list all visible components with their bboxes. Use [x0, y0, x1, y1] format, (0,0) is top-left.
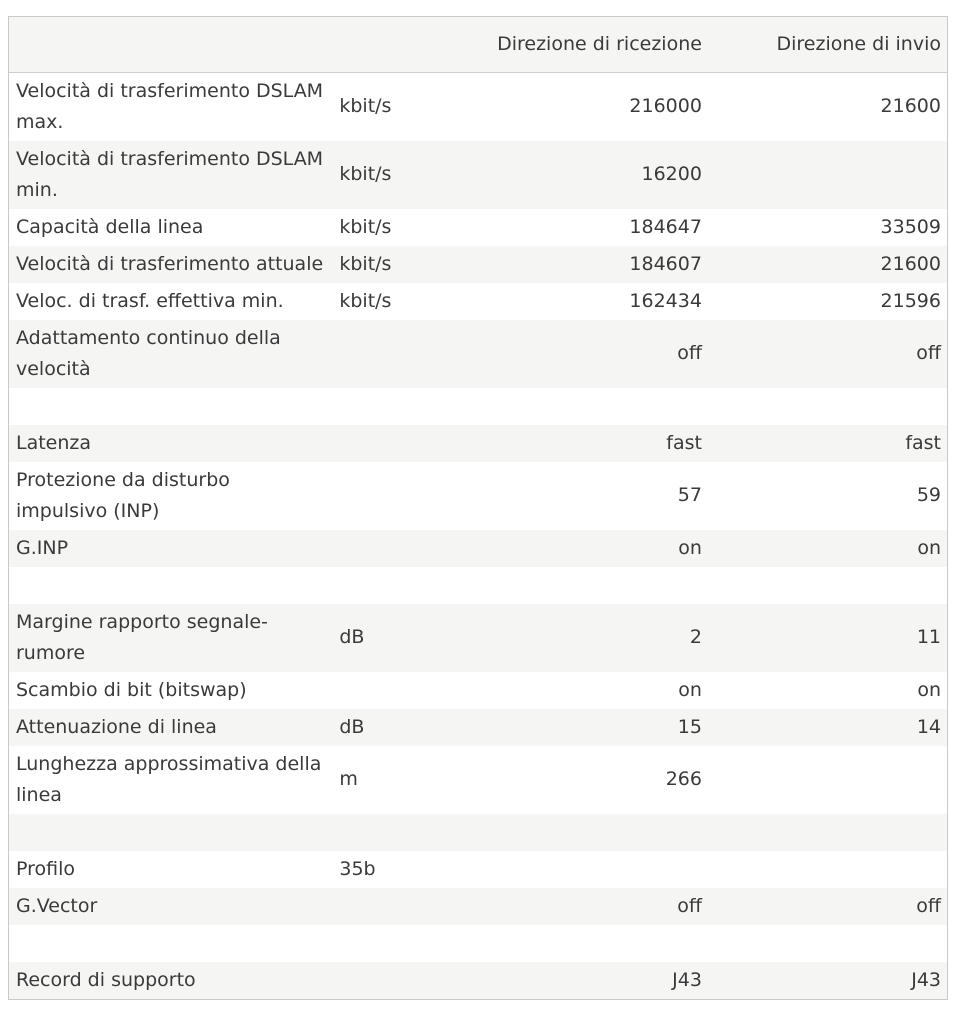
row-send-value: 21600 — [880, 252, 941, 275]
row-send-value — [708, 851, 947, 888]
row-send-value: 33509 — [880, 215, 941, 238]
row-unit — [330, 962, 471, 999]
row-reception-value: J43 — [672, 968, 702, 991]
row-send-value — [708, 814, 947, 851]
row-reception-value — [471, 925, 708, 962]
header-send-direction: Direzione di invio — [776, 33, 941, 56]
row-unit: dB — [339, 626, 365, 648]
table-header — [9, 17, 947, 72]
table-row — [9, 246, 947, 283]
table-row — [9, 425, 947, 462]
row-unit — [330, 388, 471, 425]
row-unit — [330, 567, 471, 604]
spacer-row — [9, 388, 947, 425]
row-unit — [330, 462, 471, 530]
dsl-info-table-container — [8, 16, 948, 1000]
table-row — [9, 962, 947, 999]
row-label: Scambio di bit (bitswap) — [16, 678, 247, 701]
row-reception-value — [471, 388, 708, 425]
row-label — [9, 814, 330, 851]
row-send-value: 11 — [916, 626, 941, 648]
row-unit: dB — [339, 715, 365, 738]
row-send-value: off — [916, 342, 941, 364]
table-row — [9, 72, 947, 141]
row-unit: kbit/s — [339, 163, 392, 185]
row-send-value: 59 — [916, 484, 941, 506]
row-send-value: 21600 — [880, 95, 941, 117]
row-send-value: fast — [905, 431, 941, 454]
row-reception-value — [471, 851, 708, 888]
row-label: G.INP — [16, 536, 69, 559]
row-label — [9, 925, 330, 962]
row-label — [9, 567, 330, 604]
row-send-value: on — [917, 536, 941, 559]
row-unit — [330, 425, 471, 462]
table-row — [9, 320, 947, 388]
row-reception-value: off — [677, 894, 702, 917]
table-row — [9, 462, 947, 530]
row-unit — [330, 814, 471, 851]
row-unit: kbit/s — [339, 289, 392, 312]
dsl-info-table — [9, 17, 947, 999]
row-label — [9, 388, 330, 425]
row-reception-value: 266 — [665, 768, 702, 790]
row-label: Velocità di trasferimento DSLAM max. — [16, 79, 324, 133]
row-label: Lunghezza approssimativa della linea — [16, 752, 322, 806]
row-send-value — [708, 746, 947, 814]
row-unit: kbit/s — [339, 95, 392, 117]
row-reception-value: on — [678, 678, 702, 701]
row-reception-value: 2 — [689, 626, 702, 648]
row-label: Latenza — [16, 431, 92, 454]
row-reception-value: fast — [666, 431, 702, 454]
header-reception-direction: Direzione di ricezione — [497, 33, 702, 56]
spacer-row — [9, 814, 947, 851]
row-label: Attenuazione di linea — [16, 715, 217, 738]
header-unit — [330, 17, 471, 72]
row-unit — [330, 672, 471, 709]
header-label — [9, 17, 330, 72]
row-unit: m — [339, 768, 358, 790]
row-reception-value: 16200 — [641, 163, 702, 185]
row-unit: kbit/s — [339, 252, 392, 275]
row-label: Protezione da disturbo impulsivo (INP) — [16, 468, 230, 522]
row-reception-value: on — [678, 536, 702, 559]
row-send-value — [708, 925, 947, 962]
row-send-value — [708, 567, 947, 604]
table-row — [9, 888, 947, 925]
row-reception-value: 184607 — [629, 252, 702, 275]
row-reception-value: 184647 — [629, 215, 702, 238]
row-reception-value — [471, 814, 708, 851]
row-unit — [330, 925, 471, 962]
row-label: Margine rapporto segnale-rumore — [16, 610, 268, 664]
row-label: G.Vector — [16, 894, 98, 917]
table-row — [9, 709, 947, 746]
header-row — [9, 17, 947, 72]
table-row — [9, 530, 947, 567]
spacer-row — [9, 567, 947, 604]
row-label: Record di supporto — [16, 968, 196, 991]
row-label: Profilo — [16, 857, 76, 880]
row-reception-value: off — [677, 342, 702, 364]
row-reception-value: 162434 — [629, 289, 702, 312]
table-row — [9, 209, 947, 246]
row-reception-value — [471, 567, 708, 604]
row-label: Adattamento continuo della velocità — [16, 326, 281, 380]
row-send-value — [708, 141, 947, 209]
row-unit — [330, 530, 471, 567]
row-send-value — [708, 388, 947, 425]
row-label: Velocità di trasferimento DSLAM min. — [16, 147, 324, 201]
row-unit — [330, 888, 471, 925]
row-label: Velocità di trasferimento attuale — [16, 252, 324, 275]
row-send-value: on — [917, 678, 941, 701]
row-label: Capacità della linea — [16, 215, 204, 238]
table-row — [9, 141, 947, 209]
table-row — [9, 746, 947, 814]
table-row — [9, 851, 947, 888]
row-label: Veloc. di trasf. effettiva min. — [16, 289, 284, 312]
row-send-value: J43 — [911, 968, 941, 991]
row-unit: kbit/s — [339, 215, 392, 238]
table-row — [9, 604, 947, 672]
table-row — [9, 283, 947, 320]
table-row — [9, 672, 947, 709]
row-unit — [330, 320, 471, 388]
row-send-value: off — [916, 894, 941, 917]
row-reception-value: 216000 — [629, 95, 702, 117]
row-unit: 35b — [339, 857, 376, 880]
table-body — [9, 72, 947, 999]
row-send-value: 14 — [916, 715, 941, 738]
row-send-value: 21596 — [880, 289, 941, 312]
row-reception-value: 57 — [677, 484, 702, 506]
row-reception-value: 15 — [677, 715, 702, 738]
spacer-row — [9, 925, 947, 962]
